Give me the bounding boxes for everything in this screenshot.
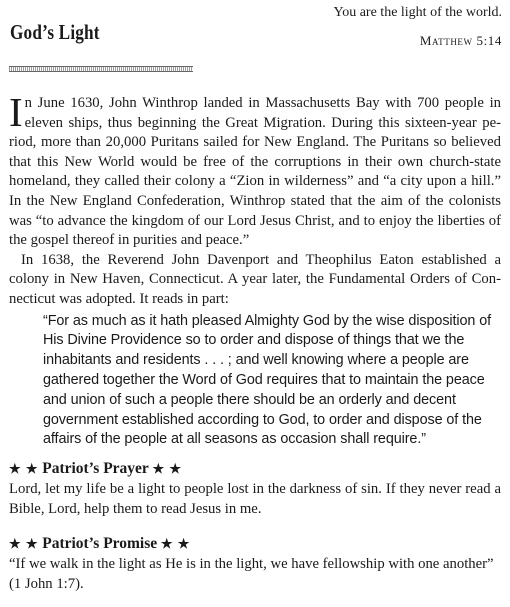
prayer-heading-row <box>9 458 501 480</box>
epigraph-reference: Matthew 5:14 <box>419 33 502 48</box>
prayer-text: Lord, let my life be a light to people lost in the darkness of sin. If they never read a Bible, Lord, help them to read Jesus in me. <box>9 481 501 517</box>
prayer-heading: Patriot’s Prayer <box>42 460 149 478</box>
paragraph-1: In June 1630, John Winthrop landed in Massachusetts Bay with 700 people in eleven ships, thus beginning the Great Migration. During this sixteen-year period, more than 20,000 Puritans sailed for New England. The Puritans so believed that this New World would be free of the corruptions in their own church-state homeland, they called their colony a “Zion in wilderness” and “a city upon a hill.” In the New England Confederation, Winthrop stated that the aim of the colonists was “to advance the kingdom of our Lord Jesus Christ, and to enjoy the liberties of the gospel thereof in purities and peace.” <box>9 89 501 249</box>
promise-text: “If we walk in the light as He is in the light, we have fellowship with one another” (1 John 1:7). <box>9 556 494 592</box>
promise-section <box>9 533 501 594</box>
article-body <box>9 89 501 594</box>
epigraph-text: You are the light of the world. <box>333 5 502 20</box>
promise-heading-row <box>9 533 501 555</box>
epigraph <box>334 3 503 50</box>
stars-icon: ★ ★ <box>152 461 183 477</box>
stars-icon: ★ ★ <box>160 536 191 552</box>
promise-heading: Patriot’s Promise <box>42 535 158 553</box>
stars-icon: ★ ★ <box>9 461 39 477</box>
decorative-rule <box>9 66 193 72</box>
page-title: God’s Light <box>10 20 100 44</box>
stars-icon: ★ ★ <box>9 536 39 552</box>
prayer-section <box>9 458 501 519</box>
paragraph-2: In 1638, the Reverend John Davenport and Theophilus Eaton established a colony in New Haven, Connecticut. A year later, the Fundamental Orders of Connecticut was adopted. It reads in part: <box>9 251 501 307</box>
block-quote: “For as much as it hath pleased Almighty God by the wise disposition of His Divine Providence so to order and dispose of things that we the inhabitants and residents . . . ; and well knowing where a people are gathered together the Word of God requires that to maintain the peace and union of such a people there should be an orderly and decent government established according to God, to order and dispose of the affairs of the people at all seasons as occasion shall require.” <box>43 312 492 448</box>
